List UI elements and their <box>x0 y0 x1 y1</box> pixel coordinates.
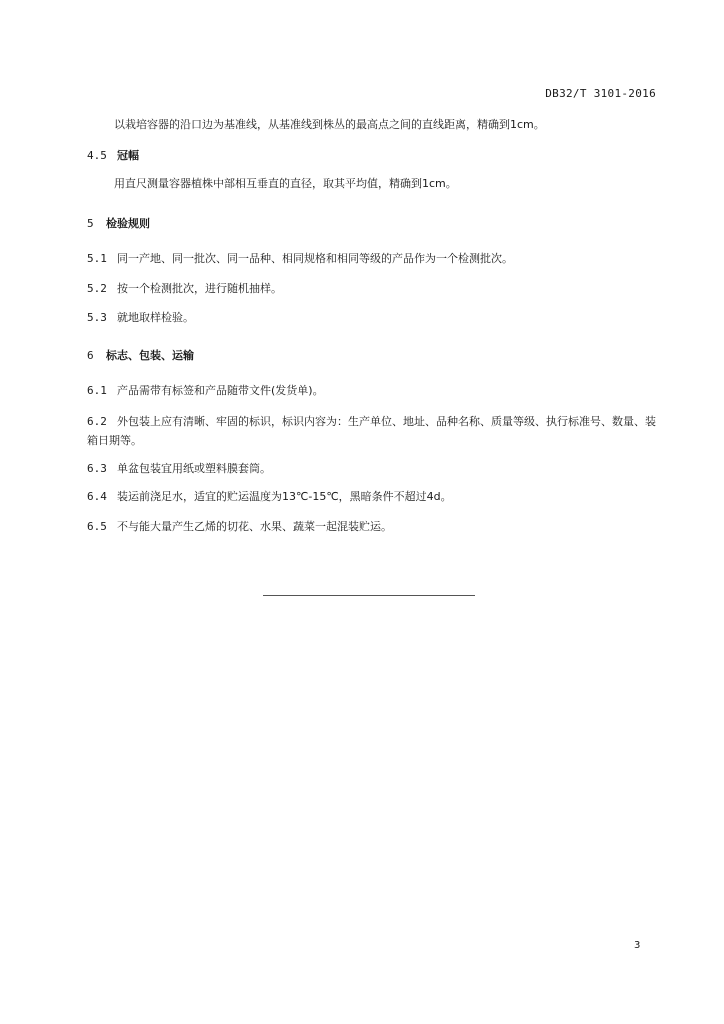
clause-title: 冠幅 <box>117 149 139 162</box>
clause-number: 5.3 <box>87 311 107 324</box>
end-rule <box>263 595 475 596</box>
standard-code: DB32/T 3101-2016 <box>545 87 656 100</box>
clause-number: 6.3 <box>87 462 107 475</box>
clause-6-3 <box>87 461 271 477</box>
clause-number: 6.2 <box>87 415 107 428</box>
clause-number: 5.1 <box>87 252 107 265</box>
clause-text: 单盆包装宜用纸或塑料膜套筒。 <box>117 462 271 475</box>
clause-number: 6.4 <box>87 490 107 503</box>
clause-5-2 <box>87 281 282 297</box>
clause-text: 装运前浇足水，适宜的贮运温度为13℃-15℃，黑暗条件不超过4d。 <box>117 490 452 503</box>
paragraph-crown-measure: 用直尺测量容器植株中部相互垂直的直径，取其平均值，精确到1cm。 <box>114 177 457 190</box>
clause-6-5 <box>87 519 392 535</box>
clause-6-2 <box>87 412 659 450</box>
clause-number: 5.2 <box>87 282 107 295</box>
section-6 <box>87 348 194 364</box>
clause-text: 产品需带有标签和产品随带文件(发货单)。 <box>117 384 324 397</box>
clause-text: 同一产地、同一批次、同一品种、相同规格和相同等级的产品作为一个检测批次。 <box>117 252 513 265</box>
clause-number: 4.5 <box>87 149 107 162</box>
clause-text: 就地取样检验。 <box>117 311 194 324</box>
page-number: 3 <box>634 940 641 951</box>
clause-number: 6.1 <box>87 384 107 397</box>
section-5 <box>87 216 150 232</box>
paragraph-height-measure: 以栽培容器的沿口边为基准线，从基准线到株丛的最高点之间的直线距离，精确到1cm。 <box>114 118 545 131</box>
clause-6-1 <box>87 383 324 399</box>
clause-4-5 <box>87 148 139 164</box>
section-number: 6 <box>87 349 94 362</box>
clause-text: 不与能大量产生乙烯的切花、水果、蔬菜一起混装贮运。 <box>117 520 392 533</box>
clause-text: 按一个检测批次，进行随机抽样。 <box>117 282 282 295</box>
clause-5-3 <box>87 310 194 326</box>
clause-5-1 <box>87 251 513 267</box>
section-title: 标志、包装、运输 <box>106 349 194 362</box>
clause-text: 外包装上应有清晰、牢固的标识，标识内容为：生产单位、地址、品种名称、质量等级、执行标准号、数量、装箱日期等。 <box>87 415 656 447</box>
section-title: 检验规则 <box>106 217 150 230</box>
clause-number: 6.5 <box>87 520 107 533</box>
section-number: 5 <box>87 217 94 230</box>
clause-6-4 <box>87 489 452 505</box>
